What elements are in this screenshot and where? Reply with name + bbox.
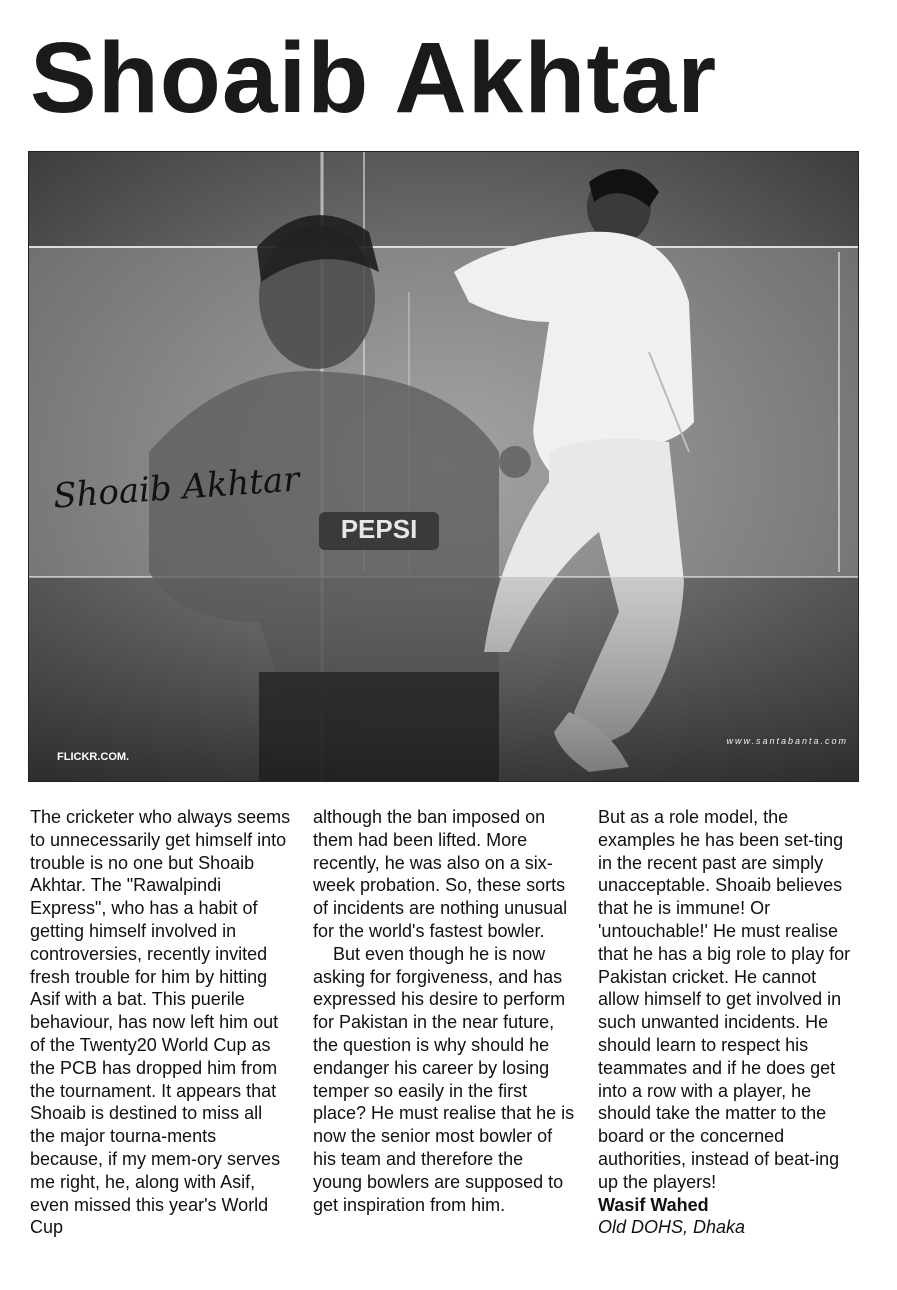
paragraph: But even though he is now asking for forgiveness, and has expressed his desire to perform for Pakistan in the near future, the question is why should he endanger his career by losing temper so easily in the first place? He must realise that he is now the senior most bowler of his team and therefore the young bowlers are supposed to get inspiration from him. [313, 943, 575, 1215]
photo-collage [29, 152, 858, 781]
jersey-logo: PEPSI [340, 514, 418, 544]
paragraph: But as a role model, the examples he has been set-ting in the recent past are simply unacceptable. Shoaib believes that he is immune! Or 'untouchable!' He must realise that he has a big role to play for Pakistan cricket. He cannot allow himself to get involved in such unwanted incidents. He should learn to respect his teammates and if he does get into a row with a player, he should take the matter to the board or the concerned authorities, instead of beat-ing up the players! [598, 807, 851, 1192]
photo-credit: FLICKR.COM. [57, 751, 130, 763]
article-column-1 [30, 806, 292, 1239]
author-name: Wasif Wahed [598, 1194, 709, 1215]
headline: Shoaib Akhtar [30, 22, 718, 134]
autograph-signature: Shoaib Akhtar [51, 459, 301, 517]
photo-watermark: www.santabanta.com [726, 736, 848, 746]
paragraph: The cricketer who always seems to unnecessarily get himself into trouble is no one but Shoaib Akhtar. The "Rawalpindi Express", who has a habit of getting himself involved in controversies, recently invited fresh trouble for him by hitting Asif with a bat. This puerile behaviour, has now left him out of the Twenty20 World Cup as the PCB has dropped him from the tournament. It appears that Shoaib is destined to miss all the major tourna-ments because, if my mem-ory serves me right, he, along with Asif, even missed this year's World Cup [30, 807, 291, 1238]
paragraph: although the ban imposed on them had been lifted. More recently, he was also on a six-week probation. So, these sorts of incidents are nothing unusual for the world's fastest bowler. [313, 807, 568, 941]
article-column-2 [313, 806, 575, 1216]
author-location: Old DOHS, Dhaka [598, 1217, 746, 1238]
article-column-3 [598, 806, 860, 1239]
article-photo [28, 151, 859, 782]
